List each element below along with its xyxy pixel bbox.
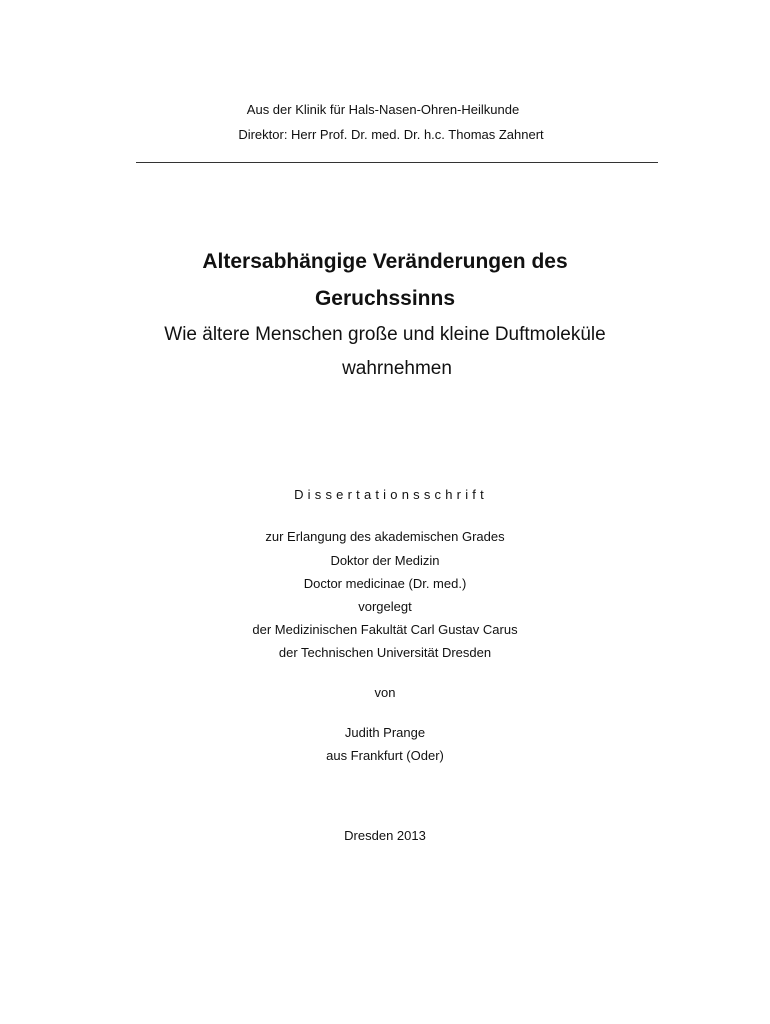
degree-latin: Doctor medicinae (Dr. med.) — [303, 576, 467, 591]
clinic-header: Aus der Klinik für Hals-Nasen-Ohren-Heilkunde — [246, 102, 520, 117]
director-line: Direktor: Herr Prof. Dr. med. Dr. h.c. Thomas Zahnert — [238, 127, 544, 142]
author-origin: aus Frankfurt (Oder) — [326, 748, 444, 763]
faculty-name: der Medizinischen Fakultät Carl Gustav Carus — [252, 622, 518, 637]
degree-name: Doktor der Medizin — [330, 553, 440, 568]
place-year: Dresden 2013 — [344, 828, 426, 843]
university-name: der Technischen Universität Dresden — [278, 645, 492, 660]
by-label: von — [374, 685, 396, 700]
thesis-subtitle-line-2: wahrnehmen — [342, 358, 452, 379]
header-divider — [136, 162, 658, 163]
submitted-label: vorgelegt — [358, 599, 412, 614]
document-type: Dissertationsschrift — [294, 487, 488, 502]
degree-purpose: zur Erlangung des akademischen Grades — [265, 529, 505, 544]
thesis-subtitle-line-1: Wie ältere Menschen große und kleine Duftmoleküle — [164, 324, 606, 345]
thesis-title-line-2: Geruchssinns — [314, 287, 456, 310]
thesis-title-line-1: Altersabhängige Veränderungen des — [202, 250, 568, 273]
author-name: Judith Prange — [344, 725, 426, 740]
